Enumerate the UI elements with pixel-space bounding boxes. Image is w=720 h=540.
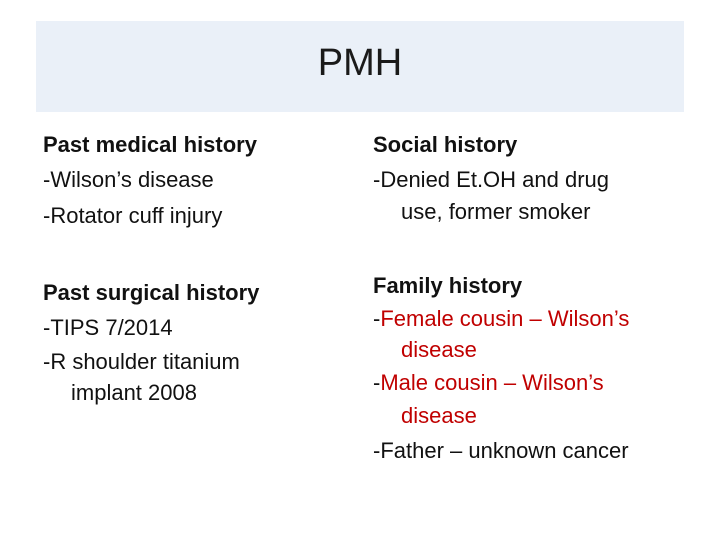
- past-medical-item-wilsons: -Wilson’s disease: [43, 167, 214, 192]
- family-history-section: [373, 269, 629, 471]
- family-history-heading: Family history: [373, 273, 523, 298]
- social-history-section: [373, 128, 609, 226]
- past-surgical-item-shoulder-cont: implant 2008: [71, 380, 197, 405]
- page-title: PMH: [317, 42, 403, 84]
- family-item-female-cousin-cont: disease: [401, 337, 477, 362]
- past-surgical-history-section: [43, 276, 259, 408]
- family-item-male-cousin-text: Male cousin – Wilson’s: [380, 370, 604, 395]
- family-item-father: -Father – unknown cancer: [373, 438, 629, 463]
- family-item-female-cousin-text: Female cousin – Wilson’s: [380, 306, 630, 331]
- past-surgical-item-tips: -TIPS 7/2014: [43, 315, 173, 340]
- past-surgical-history-heading: Past surgical history: [43, 280, 260, 305]
- social-item-denied-cont: use, former smoker: [401, 199, 591, 224]
- past-medical-history-section: [43, 128, 257, 234]
- social-item-denied: -Denied Et.OH and drug: [373, 167, 610, 192]
- past-medical-history-heading: Past medical history: [43, 132, 257, 157]
- family-item-female-cousin: -Female cousin – Wilson’s: [373, 306, 630, 331]
- family-item-male-cousin: -Male cousin – Wilson’s: [373, 370, 604, 395]
- past-medical-item-rotator-cuff: -Rotator cuff injury: [43, 203, 223, 228]
- social-history-heading: Social history: [373, 132, 518, 157]
- past-surgical-item-shoulder: -R shoulder titanium: [43, 349, 240, 374]
- family-item-male-cousin-cont: disease: [401, 403, 477, 428]
